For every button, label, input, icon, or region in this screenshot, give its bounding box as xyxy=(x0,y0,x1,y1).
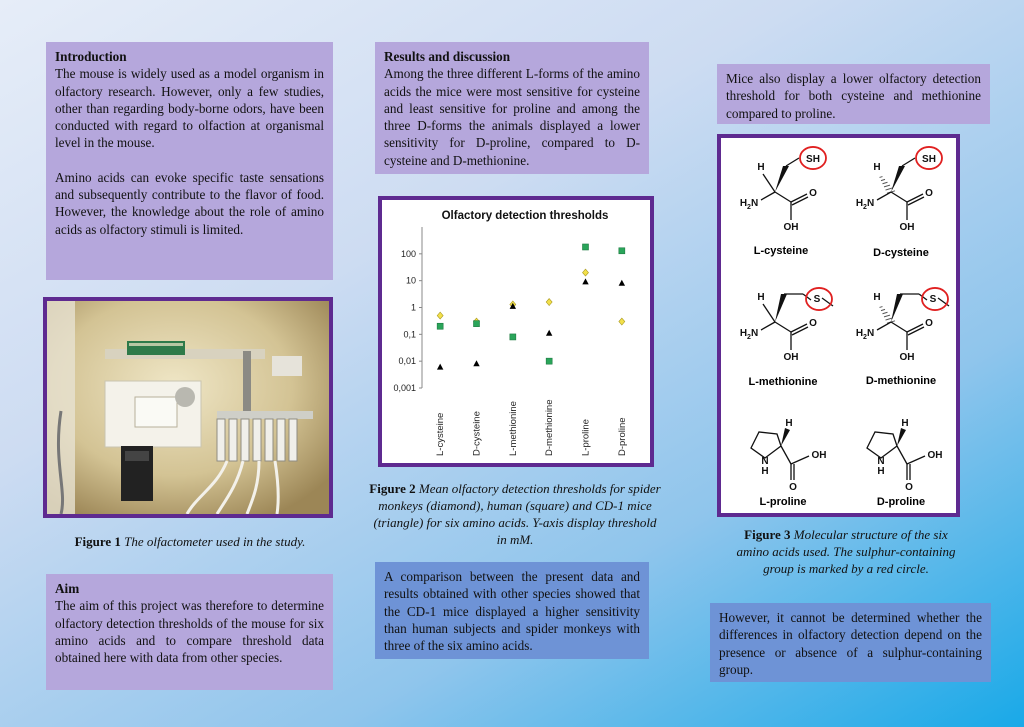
hydrogen-label: H xyxy=(873,292,881,303)
mice-threshold-text: Mice also display a lower olfactory detection threshold for both cysteine and methionine compared to proline. xyxy=(726,71,981,121)
thiol-label: SH xyxy=(922,154,936,165)
thiol-label: SH xyxy=(806,154,820,165)
wedge-bond xyxy=(775,294,787,322)
figure-1-caption xyxy=(70,533,310,550)
hash-bond xyxy=(884,185,890,187)
hydroxyl-label: OH xyxy=(899,222,915,233)
l-proline-structure xyxy=(751,418,827,493)
hash-bond xyxy=(886,188,893,190)
bond xyxy=(775,192,791,202)
hydrogen-label: H xyxy=(901,418,909,429)
hydrogen-label: H xyxy=(877,466,885,477)
molecule-name-d-methionine: D-methionine xyxy=(865,375,937,387)
chart-x-tick-label: L-proline xyxy=(580,419,592,456)
chart-y-tick-label: 0,01 xyxy=(398,356,416,367)
figure-1-text: The olfactometer used in the study. xyxy=(124,534,306,549)
chart-point-triangle-d-proline xyxy=(619,280,625,286)
chart-x-tick-label: L-cysteine xyxy=(435,412,447,456)
chart-point-diamond-l-proline xyxy=(583,269,589,276)
chart-y-tick-label: 10 xyxy=(405,275,416,286)
mice-threshold-box xyxy=(717,64,990,124)
figure-2-label: Figure 2 xyxy=(369,481,416,496)
hash-bond xyxy=(881,179,885,180)
olfactometer-photo xyxy=(47,301,329,514)
hash-bond xyxy=(880,177,883,178)
sulphur-label: S xyxy=(813,294,821,305)
aim-box xyxy=(46,574,333,690)
introduction-paragraph-1: The mouse is widely used as a model organism in olfactory research. However, only a few studies, other than regarding body-borne odors, have been conducted with regard to olfaction at organismal level in the mouse. xyxy=(55,66,324,151)
chart-point-square-l-cysteine xyxy=(437,323,443,329)
aim-heading: Aim xyxy=(55,581,80,596)
bond xyxy=(761,322,775,330)
chart-y-tick-label: 1 xyxy=(410,302,416,313)
wedge-bond xyxy=(775,166,789,192)
chart-point-diamond-l-cysteine xyxy=(437,312,443,319)
bond xyxy=(891,192,907,202)
bond xyxy=(902,158,915,166)
bond xyxy=(791,456,809,464)
chart-point-square-d-cysteine xyxy=(474,321,480,327)
conclusion-box xyxy=(710,603,991,682)
chart-x-tick-label: L-methionine xyxy=(507,401,519,456)
chart-y-tick-label: 0,001 xyxy=(393,383,416,393)
conclusion-text: However, it cannot be determined whether the differences in olfactory detection depend on the presence or absence of a sulphur-containing group. xyxy=(719,610,982,677)
bond xyxy=(775,322,791,332)
hydrogen-label: H xyxy=(757,292,765,303)
olfactometer-photo-frame xyxy=(43,297,333,518)
results-heading: Results and discussion xyxy=(384,49,511,64)
hydroxyl-label: OH xyxy=(783,352,799,363)
introduction-heading: Introduction xyxy=(55,49,127,64)
chart-point-diamond-d-methionine xyxy=(546,299,552,306)
bond xyxy=(763,174,775,192)
d-methionine-structure xyxy=(856,288,949,363)
bond xyxy=(877,192,891,200)
pyrrolidine-ring xyxy=(751,432,781,458)
hydrogen-label: H xyxy=(873,162,881,173)
bond xyxy=(761,192,775,200)
amine-label: $H_2N$ xyxy=(855,328,875,341)
molecule-name-l-proline: L-proline xyxy=(759,496,807,508)
hydroxyl-label: OH xyxy=(927,450,943,461)
hash-bond xyxy=(883,182,888,184)
l-cysteine-structure xyxy=(740,147,826,233)
hydroxyl-label: OH xyxy=(783,222,799,233)
chart-point-square-l-methionine xyxy=(510,334,516,340)
amine-label: $H_2N$ xyxy=(855,198,875,211)
results-text: Among the three different L-forms of the amino acids the mice were most sensitive for cysteine and least sensitive for proline and among the three D-forms the animals displayed a lower sensitivity for D-proline, compared to D-cysteine and D-methionine. xyxy=(384,66,640,168)
bond xyxy=(786,158,799,166)
nitrogen-label: N xyxy=(877,456,885,467)
figure-1-label: Figure 1 xyxy=(74,534,121,549)
chart-x-tick-label: D-proline xyxy=(616,417,628,456)
figure-2-text: Mean olfactory detection thresholds for spider monkeys (diamond), human (square) and CD-1 mice (triangle) for six amino acids. Y-axis display threshold in mM. xyxy=(373,481,661,547)
hydrogen-label: H xyxy=(757,162,765,173)
pyrrolidine-ring xyxy=(867,432,897,458)
wedge-bond xyxy=(781,428,790,446)
chart-point-triangle-d-cysteine xyxy=(473,360,479,366)
sulphur-label: S xyxy=(929,294,937,305)
oxygen-label: O xyxy=(789,482,797,493)
chart-x-tick-label: D-cysteine xyxy=(471,411,483,456)
hash-bond xyxy=(886,318,893,320)
molecule-name-d-cysteine: D-cysteine xyxy=(873,247,929,259)
oxygen-label: O xyxy=(925,188,933,199)
figure-3-label: Figure 3 xyxy=(744,527,791,542)
molecule-name-l-cysteine: L-cysteine xyxy=(753,245,809,257)
results-box xyxy=(375,42,649,174)
threshold-chart xyxy=(382,200,650,463)
molecule-name-d-proline: D-proline xyxy=(876,496,926,508)
figure-3-text: Molecular structure of the six amino acids used. The sulphur-containing group is marked by a red circle. xyxy=(736,527,956,576)
oxygen-label: O xyxy=(809,188,817,199)
chart-point-triangle-l-proline xyxy=(582,278,588,284)
aim-text: The aim of this project was therefore to determine olfactory detection thresholds of the mouse for six amino acids and to compare threshold data obtained here with data from other species. xyxy=(55,598,324,666)
oxygen-label: O xyxy=(925,318,933,329)
bond xyxy=(877,322,891,330)
comparison-box xyxy=(375,562,649,659)
d-proline-structure xyxy=(867,418,943,493)
chart-point-square-l-proline xyxy=(583,244,589,250)
hydrogen-label: H xyxy=(785,418,793,429)
l-methionine-structure xyxy=(740,288,833,363)
figure-3-caption xyxy=(730,526,962,577)
hash-bond xyxy=(883,312,888,314)
hash-bond xyxy=(884,315,890,317)
bond xyxy=(891,322,907,332)
wedge-bond xyxy=(891,166,905,192)
wedge-bond xyxy=(891,294,903,322)
chart-point-triangle-l-cysteine xyxy=(437,364,443,370)
wedge-bond xyxy=(897,428,906,446)
chart-point-diamond-d-proline xyxy=(619,318,625,325)
chart-frame xyxy=(378,196,654,467)
hydroxyl-label: OH xyxy=(899,352,915,363)
chart-x-tick-label: D-methionine xyxy=(544,399,556,456)
introduction-box xyxy=(46,42,333,280)
comparison-text: A comparison between the present data and results obtained with other species showed that the CD-1 mice displayed a higher sensitivity than human subjects and spider monkeys with three of the six amino acids. xyxy=(384,569,640,654)
oxygen-label: O xyxy=(809,318,817,329)
figure-2-caption xyxy=(367,480,663,548)
hash-bond xyxy=(881,309,885,310)
oxygen-label: O xyxy=(905,482,913,493)
hash-bond xyxy=(880,307,883,308)
nitrogen-label: N xyxy=(761,456,769,467)
chart-title: Olfactory detection thresholds xyxy=(441,210,609,222)
chart-point-square-d-proline xyxy=(619,248,625,254)
d-cysteine-structure xyxy=(856,147,942,233)
molecule-frame xyxy=(717,134,960,517)
bond xyxy=(781,446,791,464)
hydroxyl-label: OH xyxy=(811,450,827,461)
molecule-structures xyxy=(721,138,956,513)
hydrogen-label: H xyxy=(761,466,769,477)
chart-point-triangle-d-methionine xyxy=(546,330,552,336)
chart-y-tick-label: 100 xyxy=(400,248,416,259)
bond xyxy=(897,446,907,464)
chart-y-tick-label: 0,1 xyxy=(403,329,416,340)
chart-point-square-d-methionine xyxy=(546,358,552,364)
bond xyxy=(763,304,775,322)
introduction-paragraph-2: Amino acids can evoke specific taste sensations and subsequently contribute to the flavor of food. However, the knowledge about the role of amino acids as olfactory stimuli is limited. xyxy=(55,169,324,237)
molecule-name-l-methionine: L-methionine xyxy=(748,376,818,388)
amine-label: $H_2N$ xyxy=(739,328,759,341)
bond xyxy=(907,456,925,464)
amine-label: $H_2N$ xyxy=(739,198,759,211)
